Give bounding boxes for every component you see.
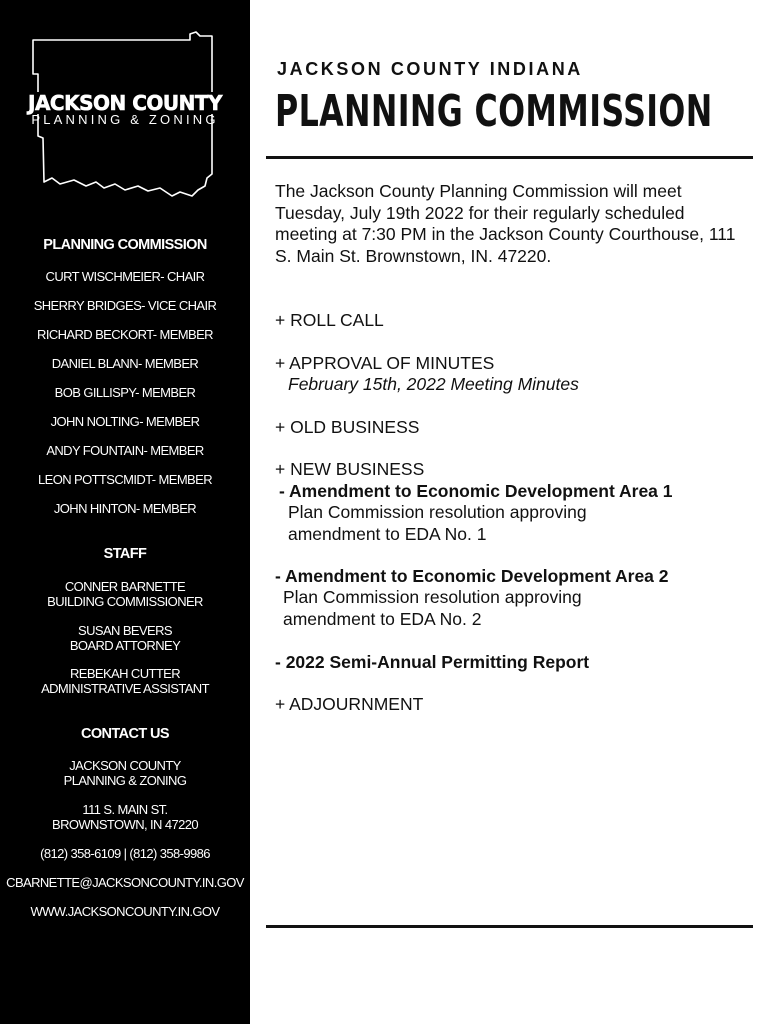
staff-name: CONNER BARNETTE — [64, 579, 186, 594]
intro-paragraph: The Jackson County Planning Commission will meet Tuesday, July 19th 2022 for their regularly scheduled meeting at 7:30 PM in the Jackson County Courthouse, 111 S. Main St. Brownstown, IN. 47220. — [275, 181, 736, 266]
top-divider — [266, 156, 753, 159]
member-item: JOHN HINTON- MEMBER — [53, 501, 197, 516]
agenda-item2-title: - Amendment to Economic Development Area 2 — [275, 566, 669, 586]
agenda-adjournment: + ADJOURNMENT — [275, 694, 424, 714]
logo — [0, 28, 250, 208]
staff-role: BUILDING COMMISSIONER — [47, 594, 203, 609]
staff-name: REBEKAH CUTTER — [69, 666, 181, 681]
member-item: ANDY FOUNTAIN- MEMBER — [46, 443, 204, 458]
member-item: RICHARD BECKORT- MEMBER — [37, 327, 213, 342]
agenda-new-business: + NEW BUSINESS — [275, 459, 425, 479]
agenda-roll-call: + ROLL CALL — [275, 310, 384, 330]
agenda-item2-line2: amendment to EDA No. 2 — [283, 609, 482, 629]
bottom-divider — [266, 925, 753, 928]
contact-phone: (812) 358-6109 | (812) 358-9986 — [40, 846, 210, 861]
contact-org: PLANNING & ZONING — [63, 773, 187, 788]
page-title: PLANNING COMMISSION — [275, 86, 713, 137]
contact-address: 111 S. MAIN ST. — [82, 802, 168, 817]
contact-heading: CONTACT US — [81, 726, 169, 742]
member-item: CURT WISCHMEIER- CHAIR — [45, 269, 205, 284]
agenda-approval: + APPROVAL OF MINUTES — [275, 353, 495, 373]
staff-name: SUSAN BEVERS — [78, 623, 172, 638]
logo-title: JACKSON COUNTY — [0, 92, 250, 114]
sidebar — [0, 0, 250, 1024]
agenda-item1-line1: Plan Commission resolution approving — [288, 502, 587, 522]
member-item: LEON POTTSCMIDT- MEMBER — [38, 472, 212, 487]
member-item: JOHN NOLTING- MEMBER — [50, 414, 200, 429]
staff-heading: STAFF — [103, 546, 147, 562]
agenda-item1-line2: amendment to EDA No. 1 — [288, 524, 487, 544]
agenda-item2-line1: Plan Commission resolution approving — [283, 587, 582, 607]
agenda-approval-detail: February 15th, 2022 Meeting Minutes — [288, 374, 579, 394]
contact-website[interactable]: WWW.JACKSONCOUNTY.IN.GOV — [30, 904, 220, 919]
member-item: SHERRY BRIDGES- VICE CHAIR — [33, 298, 217, 313]
contact-org: JACKSON COUNTY — [69, 758, 181, 773]
member-item: BOB GILLISPY- MEMBER — [54, 385, 196, 400]
commission-heading: PLANNING COMMISSION — [43, 237, 207, 253]
agenda-item1-title: - Amendment to Economic Development Area 1 — [279, 481, 673, 501]
contact-email[interactable]: CBARNETTE@JACKSONCOUNTY.IN.GOV — [6, 875, 244, 890]
county-heading: JACKSON COUNTY INDIANA — [277, 59, 583, 79]
agenda-item3-title: - 2022 Semi-Annual Permitting Report — [275, 652, 590, 672]
staff-role: BOARD ATTORNEY — [69, 638, 181, 653]
agenda-old-business: + OLD BUSINESS — [275, 417, 420, 437]
logo-subtitle: PLANNING & ZONING — [31, 112, 219, 127]
contact-address: BROWNSTOWN, IN 47220 — [52, 817, 198, 832]
staff-role: ADMINISTRATIVE ASSISTANT — [41, 681, 209, 696]
main-content — [250, 0, 770, 1024]
member-item: DANIEL BLANN- MEMBER — [51, 356, 199, 371]
